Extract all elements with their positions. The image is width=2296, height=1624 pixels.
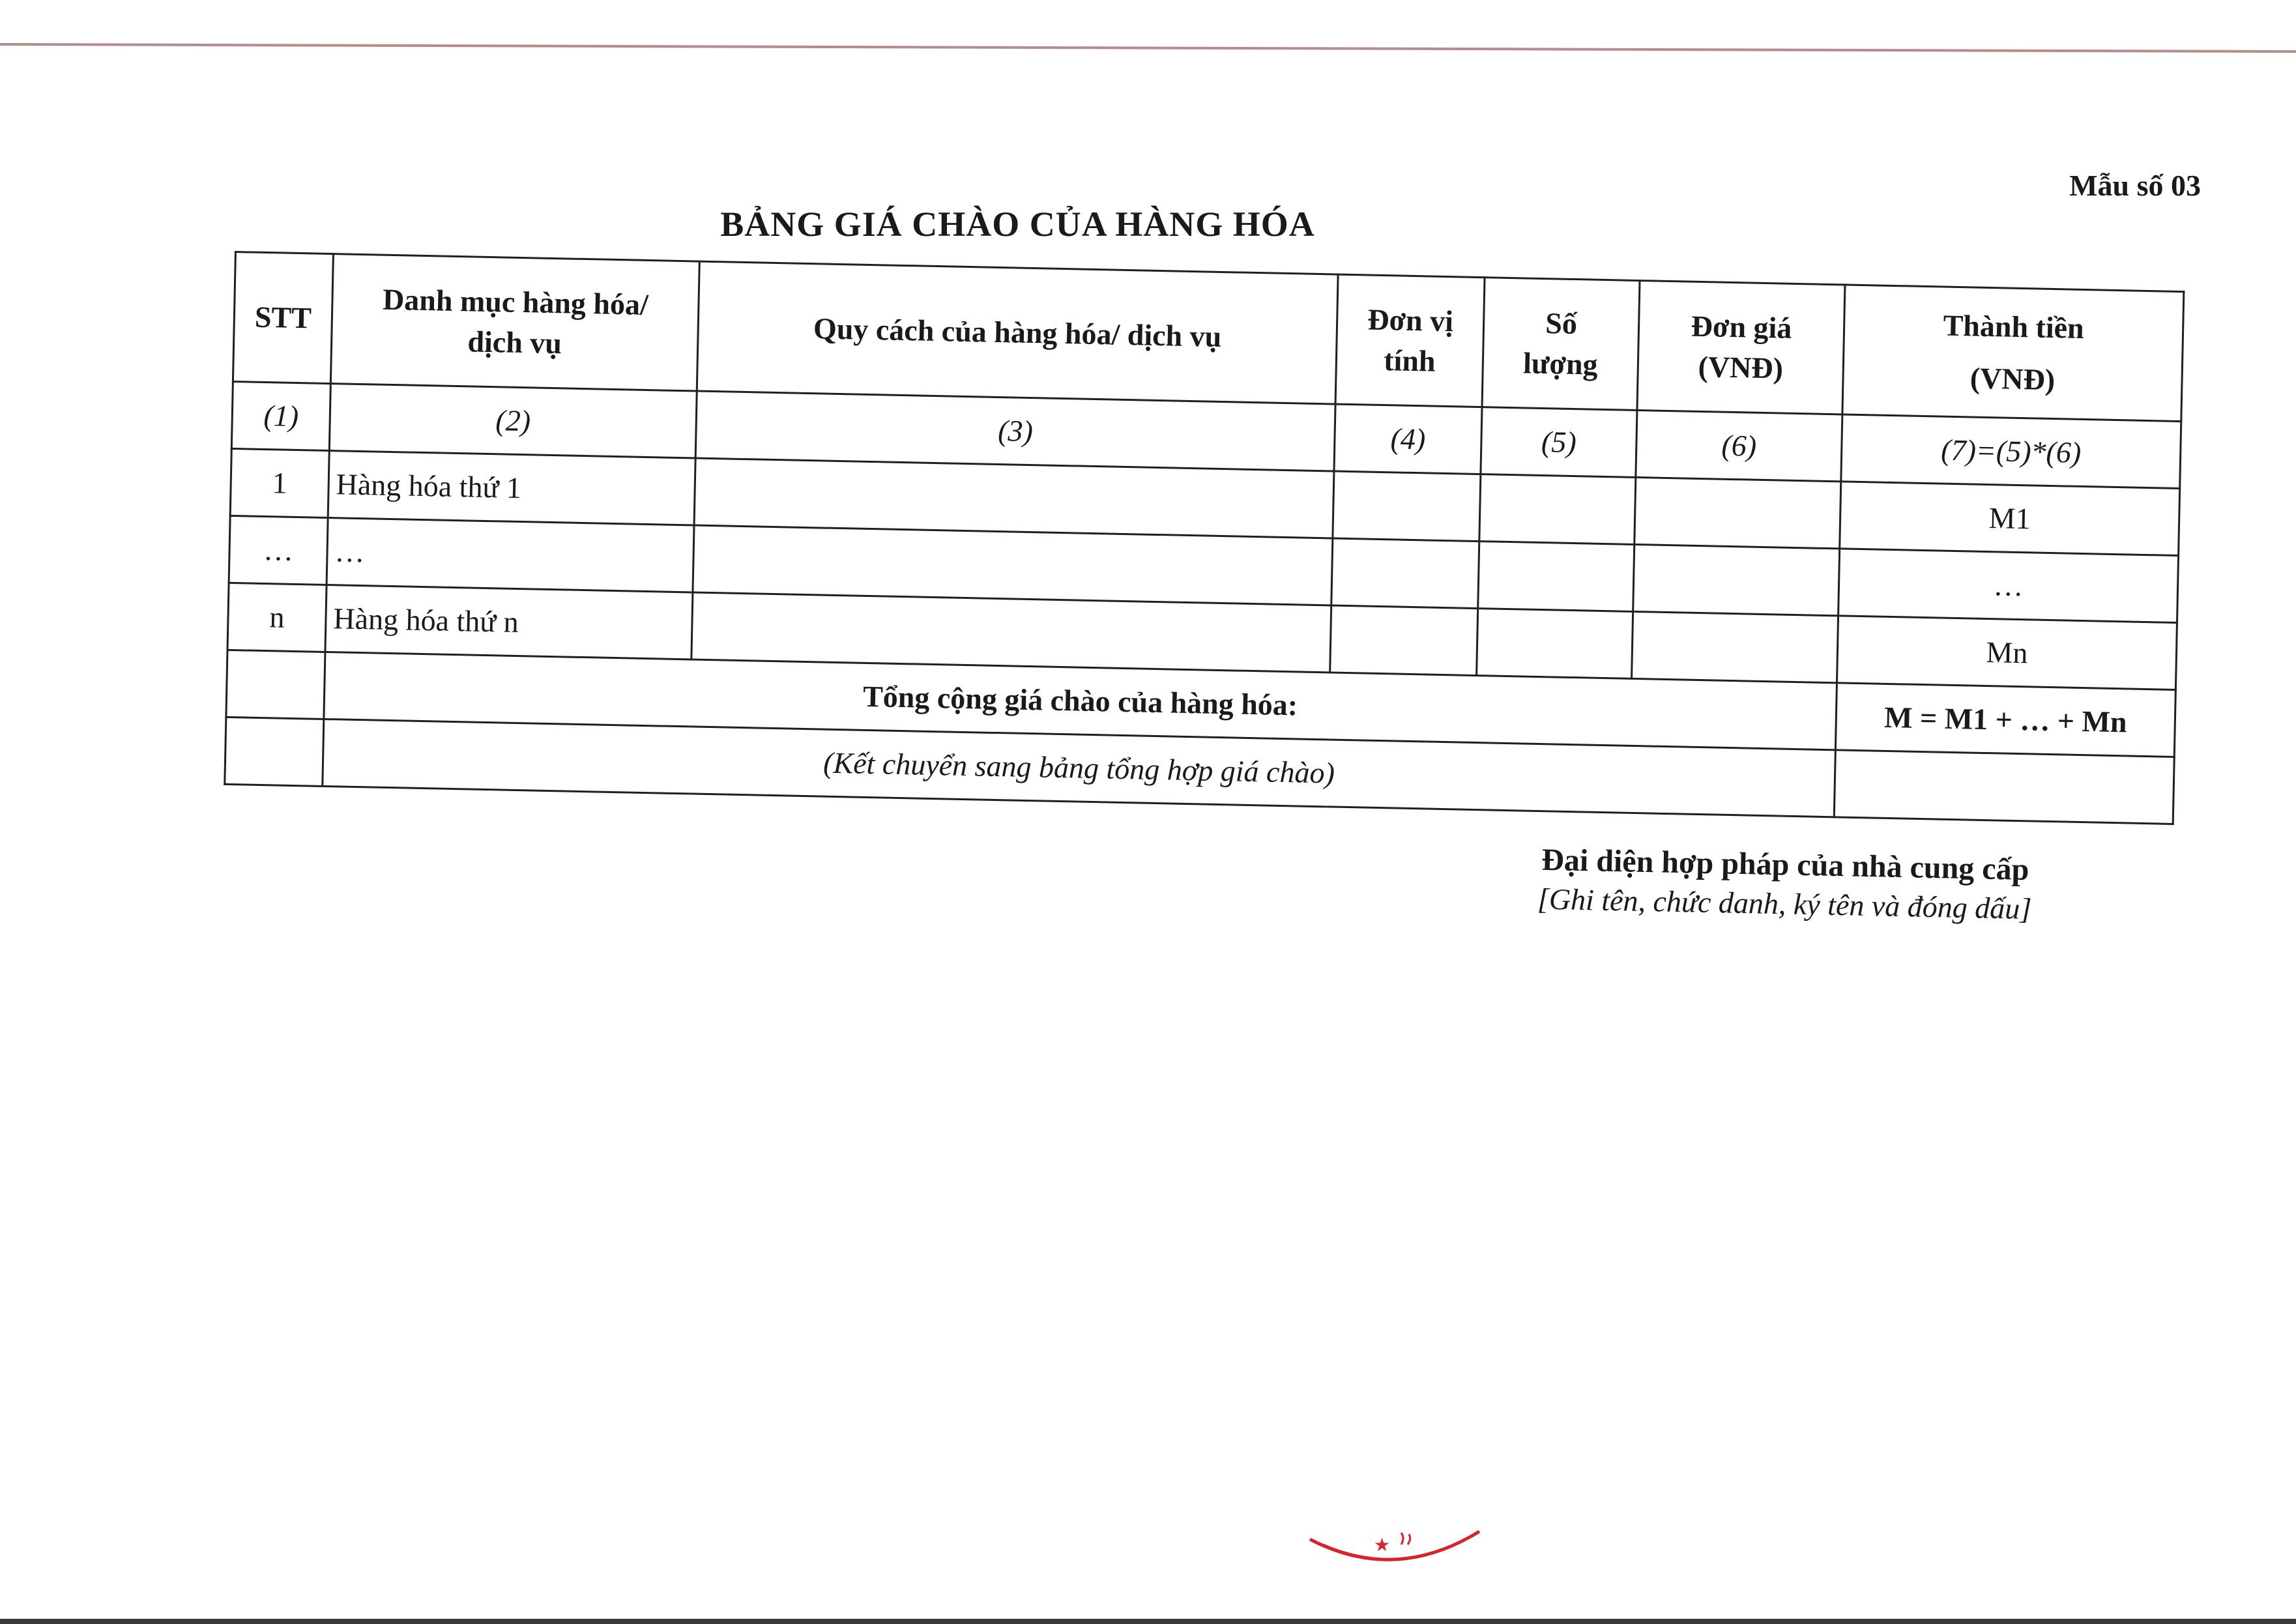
total-label: Tổng cộng giá chào của hàng hóa: <box>324 652 1837 749</box>
header-amount <box>1842 285 2184 422</box>
row-qty <box>1479 474 1636 545</box>
header-amount-line2: (VNĐ) <box>1969 361 2056 397</box>
row-price <box>1632 611 1838 682</box>
row-qty <box>1477 609 1633 679</box>
form-number: Mẫu số 03 <box>2069 169 2201 202</box>
row-name: Hàng hóa thứ 1 <box>328 451 695 525</box>
row-spec <box>693 525 1333 605</box>
header-category <box>330 254 699 391</box>
row-name: Hàng hóa thứ n <box>325 585 693 659</box>
total-stt-cell <box>226 650 325 719</box>
header-unit <box>1335 274 1485 407</box>
header-amount-line1: Thành tiền <box>1943 308 2085 345</box>
header-price-line2: (VNĐ) <box>1698 349 1784 385</box>
header-unit-line1: Đơn vị <box>1367 302 1454 338</box>
carry-stt-cell <box>225 717 324 786</box>
header-unit-line2: tính <box>1383 343 1436 378</box>
row-stt: … <box>229 515 328 585</box>
row-price <box>1635 477 1841 548</box>
header-qty-line1: Số <box>1545 306 1578 340</box>
header-spec: Quy cách của hàng hóa/ dịch vụ <box>697 261 1338 404</box>
column-index-cell: (5) <box>1481 407 1637 478</box>
page-title <box>0 204 2296 244</box>
stamp-fragment-icon <box>1303 1525 1486 1577</box>
header-category-line2: dịch vụ <box>467 325 562 360</box>
row-stt: 1 <box>230 448 329 517</box>
row-spec <box>694 458 1334 538</box>
header-stt: STT <box>233 252 333 384</box>
signature-note: [Ghi tên, chức danh, ký tên và đóng dấu] <box>1537 882 2032 926</box>
row-spec <box>691 592 1331 673</box>
row-price <box>1633 544 1840 615</box>
row-unit <box>1331 538 1479 609</box>
row-name: … <box>327 518 694 592</box>
column-index-cell: (6) <box>1636 410 1842 481</box>
row-qty <box>1478 542 1635 612</box>
column-index-cell: (7)=(5)*(6) <box>1841 414 2181 489</box>
column-index-cell: (1) <box>231 381 330 450</box>
header-price-line1: Đơn giá <box>1691 309 1792 345</box>
header-qty <box>1482 278 1640 411</box>
column-index-cell: (2) <box>329 384 697 458</box>
signature-block <box>1485 841 2085 927</box>
row-amount: … <box>1838 549 2179 623</box>
price-offer-table-wrapper <box>224 251 2183 825</box>
total-value: M = M1 + … + Mn <box>1835 683 2175 757</box>
column-index-cell: (4) <box>1334 404 1482 474</box>
bottom-rule <box>0 1619 2296 1624</box>
carry-note: (Kết chuyển sang bảng tổng hợp giá chào) <box>323 719 1836 817</box>
top-rule <box>0 43 2296 53</box>
column-index-cell: (3) <box>695 391 1335 471</box>
header-category-line1: Danh mục hàng hóa/ <box>382 282 649 321</box>
header-price <box>1637 281 1845 414</box>
svg-text:★: ★ <box>1374 1534 1391 1556</box>
row-unit <box>1333 471 1481 542</box>
header-qty-line2: lượng <box>1522 346 1599 381</box>
carry-amount-cell <box>1834 750 2174 824</box>
signature-title: Đại diện hợp pháp của nhà cung cấp <box>1541 842 2029 888</box>
row-stt: n <box>227 583 327 652</box>
page-title-text: BẢNG GIÁ CHÀO CỦA HÀNG HÓA <box>720 205 1315 244</box>
row-amount: Mn <box>1837 616 2177 690</box>
row-unit <box>1330 605 1478 676</box>
row-amount: M1 <box>1840 482 2180 556</box>
price-offer-table <box>224 251 2185 825</box>
